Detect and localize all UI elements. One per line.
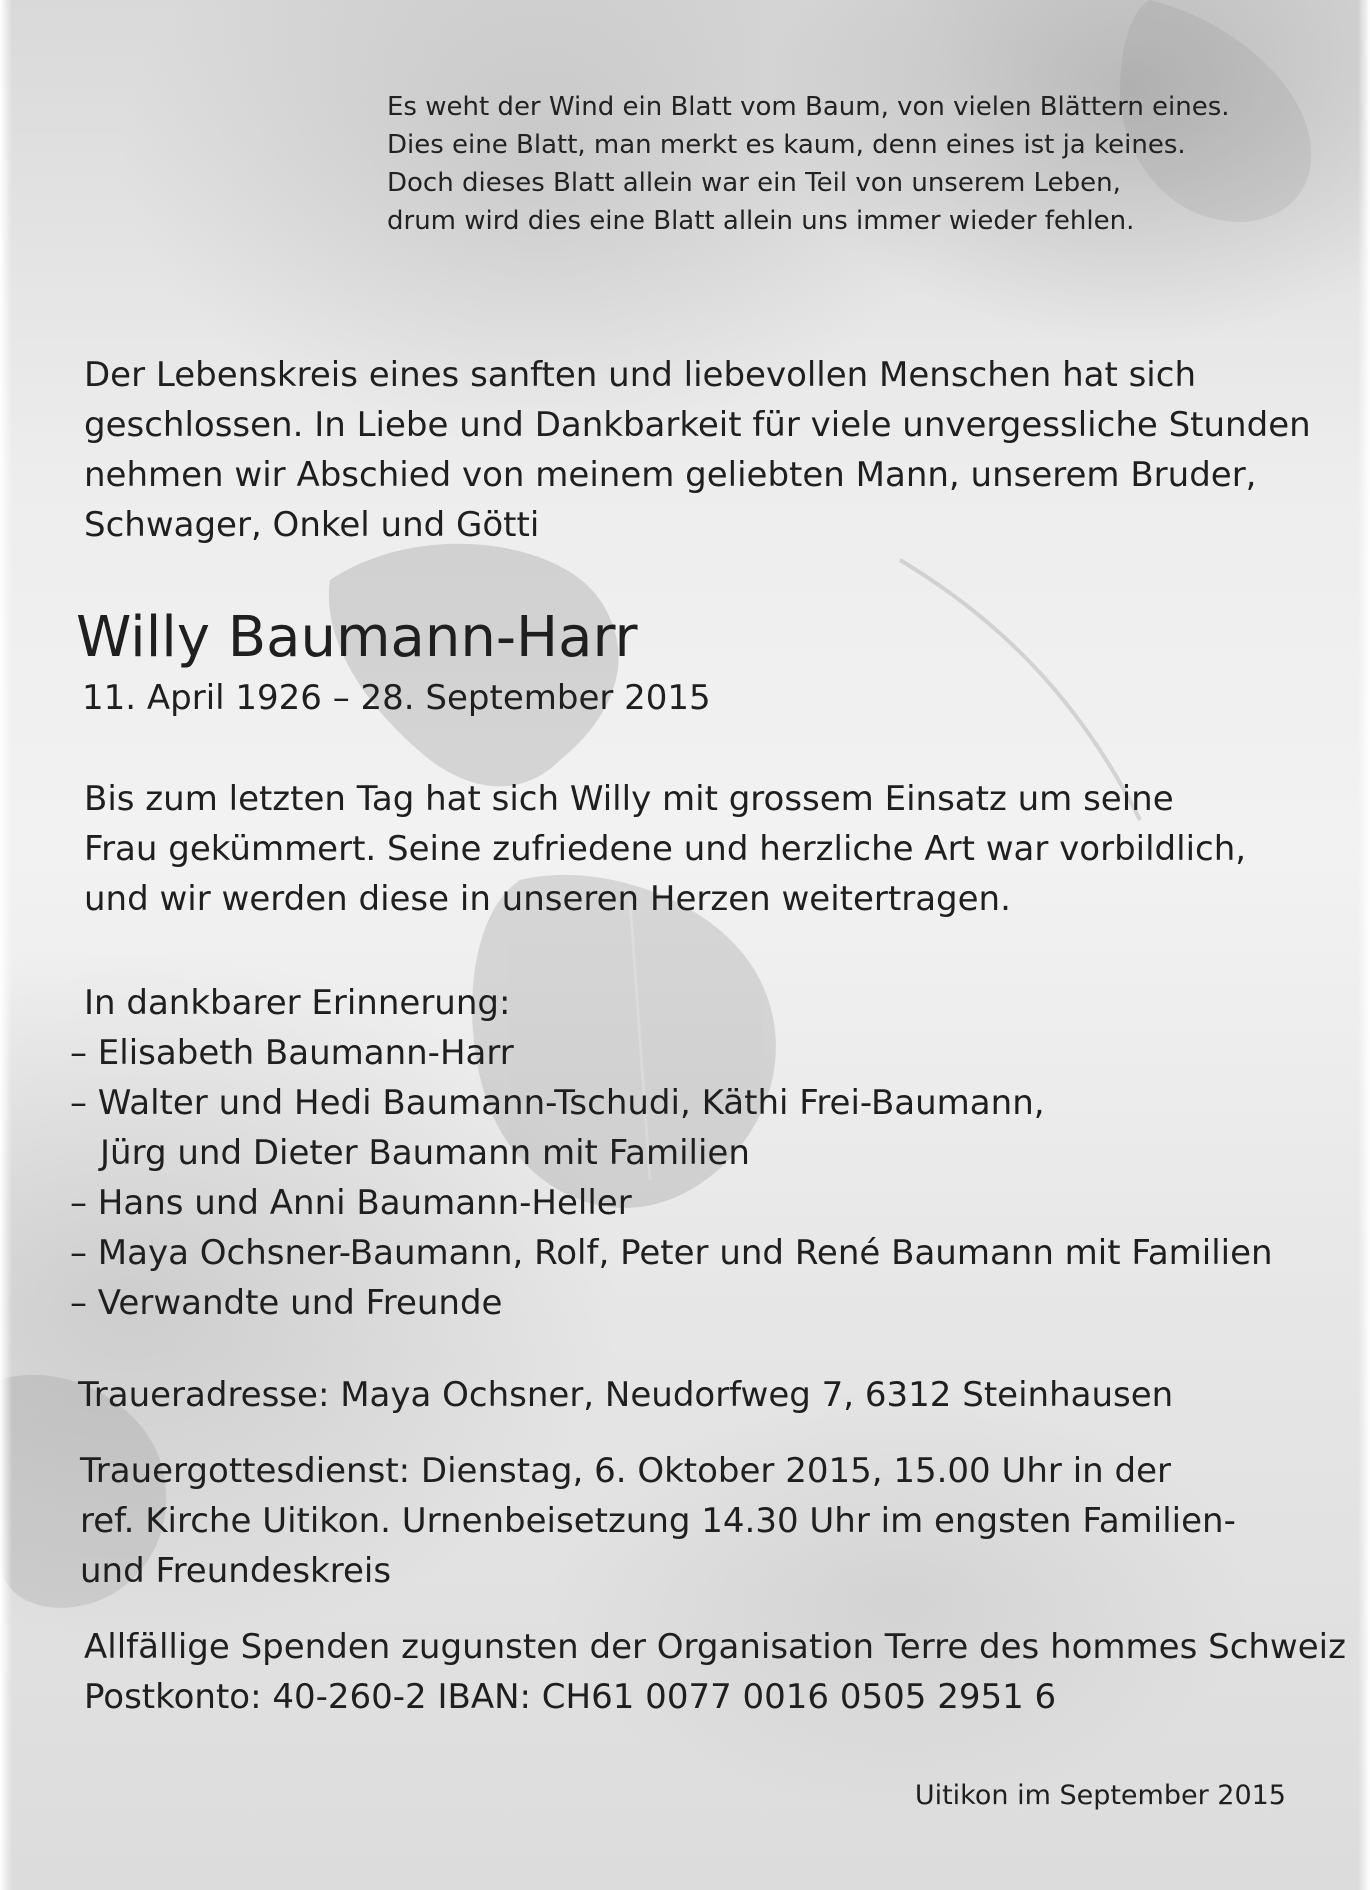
mourner-item: – Maya Ochsner-Baumann, Rolf, Peter und René Baumann mit Familien xyxy=(70,1233,1273,1273)
service-line: und Freundeskreis xyxy=(80,1551,392,1591)
service-line: Trauergottesdienst: Dienstag, 6. Oktober 2015, 15.00 Uhr in der xyxy=(80,1451,1171,1491)
place-and-date: Uitikon im September 2015 xyxy=(914,1780,1286,1811)
poem-line: Dies eine Blatt, man merkt es kaum, denn eines ist ja keines. xyxy=(387,130,1186,160)
poem-line: Es weht der Wind ein Blatt vom Baum, von vielen Blättern eines. xyxy=(387,92,1230,122)
intro-line: nehmen wir Abschied von meinem geliebten Mann, unserem Bruder, xyxy=(84,455,1257,495)
intro-line: geschlossen. In Liebe und Dankbarkeit für viele unvergessliche Stunden xyxy=(84,405,1311,445)
tribute-paragraph xyxy=(84,774,1246,924)
mourning-address: Traueradresse: Maya Ochsner, Neudorfweg 7, 6312 Steinhausen xyxy=(78,1375,1174,1415)
mourner-item-continuation: Jürg und Dieter Baumann mit Familien xyxy=(100,1133,750,1173)
mourners-list xyxy=(70,1028,1273,1328)
poem-line: drum wird dies eine Blatt allein uns immer wieder fehlen. xyxy=(387,206,1135,236)
donation-line: Allfällige Spenden zugunsten der Organisation Terre des hommes Schweiz xyxy=(84,1627,1346,1667)
mourner-item: – Hans und Anni Baumann-Heller xyxy=(70,1183,632,1223)
mourner-item: – Elisabeth Baumann-Harr xyxy=(70,1033,514,1073)
right-edge xyxy=(1358,0,1370,1890)
poem-line: Doch dieses Blatt allein war ein Teil von unserem Leben, xyxy=(387,168,1121,198)
poem xyxy=(387,88,1230,240)
intro-line: Schwager, Onkel und Götti xyxy=(84,505,540,545)
deceased-name: Willy Baumann-Harr xyxy=(76,605,638,670)
service-line: ref. Kirche Uitikon. Urnenbeisetzung 14.30 Uhr im engsten Familien- xyxy=(80,1501,1236,1541)
left-edge xyxy=(0,0,12,1890)
mourner-item: – Walter und Hedi Baumann-Tschudi, Käthi Frei-Baumann, xyxy=(70,1083,1045,1123)
intro-line: Der Lebenskreis eines sanften und liebevollen Menschen hat sich xyxy=(84,355,1196,395)
tribute-line: Bis zum letzten Tag hat sich Willy mit grossem Einsatz um seine xyxy=(84,779,1174,819)
donation-line: Postkonto: 40-260-2 IBAN: CH61 0077 0016 0505 2951 6 xyxy=(84,1677,1057,1717)
intro-paragraph xyxy=(84,350,1311,550)
memory-label: In dankbarer Erinnerung: xyxy=(84,983,511,1023)
tribute-line: Frau gekümmert. Seine zufriedene und herzliche Art war vorbildlich, xyxy=(84,829,1247,869)
donations-info xyxy=(84,1622,1346,1722)
tribute-line: und wir werden diese in unseren Herzen weitertragen. xyxy=(84,879,1011,919)
mourner-item: – Verwandte und Freunde xyxy=(70,1283,503,1323)
life-dates: 11. April 1926 – 28. September 2015 xyxy=(82,678,711,718)
funeral-service xyxy=(80,1446,1236,1596)
